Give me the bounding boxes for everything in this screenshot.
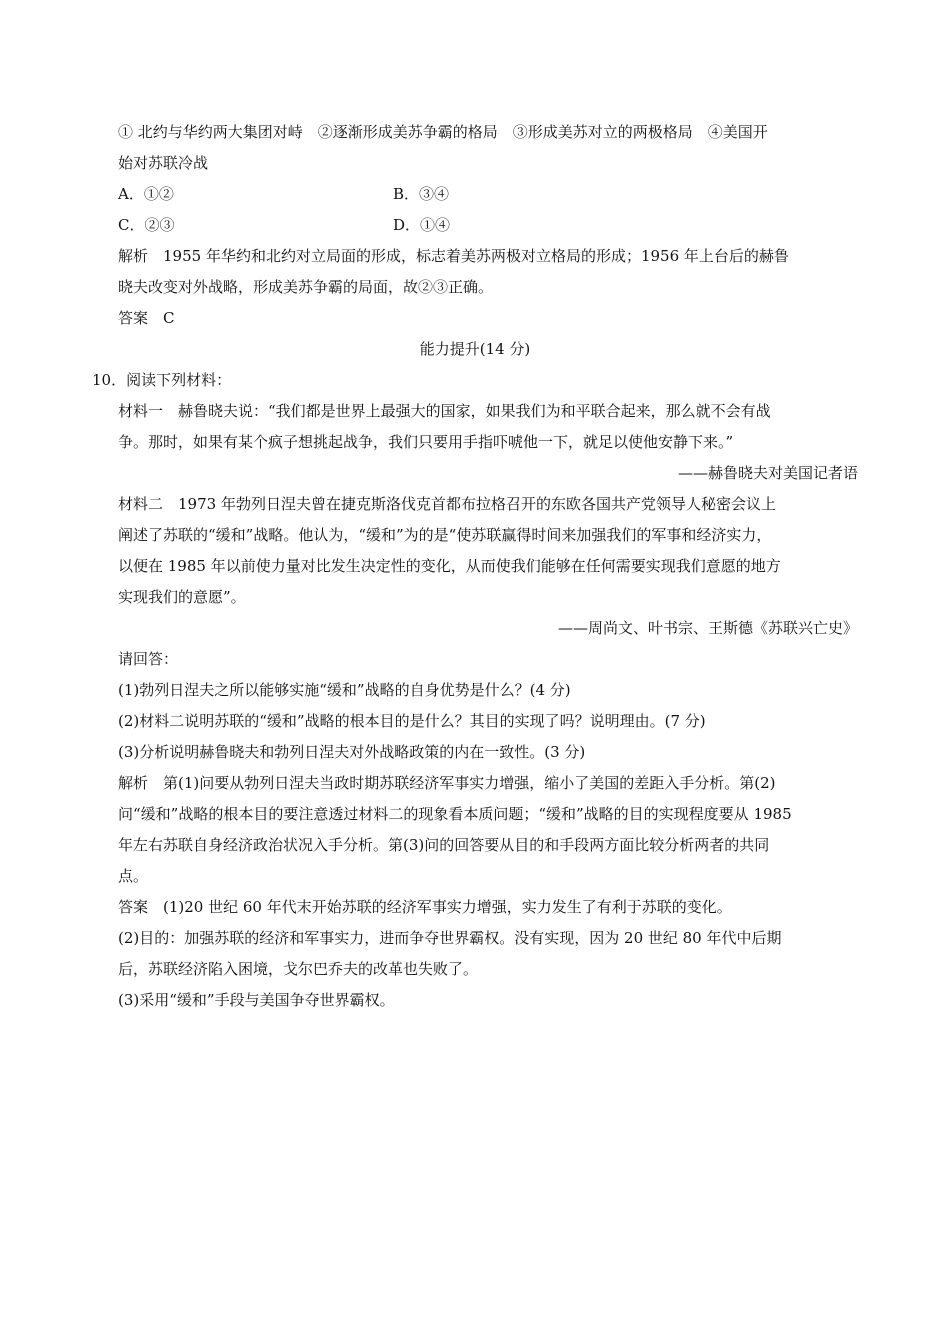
section-title: 能力提升(14 分) [419,340,531,358]
q10-answer-line-1: 答案 (1)20 世纪 60 年代末开始苏联的经济军事实力增强，实力发生了有利于苏联的变化。 [118,898,732,916]
q10-material2-line-1: 材料二 1973 年勃列日涅夫曾在捷克斯洛伐克首都布拉格召开的东欧各国共产党领导人秘密会议上 [118,495,776,513]
q10-material2-source: ——周尚文、叶书宗、王斯德《苏联兴亡史》 [557,619,858,637]
q10-answer-line-3: 后，苏联经济陷入困境，戈尔巴乔夫的改革也失败了。 [118,960,479,978]
q10-answer-line-4: (3)采用“缓和”手段与美国争夺世界霸权。 [118,991,395,1009]
q9-option-a: A．①② [118,185,174,203]
q10-prompt: 请回答： [118,650,179,668]
q10-material1-source: ——赫鲁晓夫对美国记者语 [677,464,858,482]
q9-analysis-line-2: 晓夫改变对外战略，形成美苏争霸的局面，故②③正确。 [118,278,494,296]
q10-analysis-line-1: 解析 第(1)问要从勃列日涅夫当政时期苏联经济军事实力增强，缩小了美国的差距入手分析。第(2) [118,774,776,792]
q9-answer: 答案 C [118,309,175,327]
q9-option-c: C．②③ [118,216,175,234]
q9-analysis-line-1: 解析 1955 年华约和北约对立局面的形成，标志着美苏两极对立格局的形成；1956 年上台后的赫鲁 [118,247,789,265]
q10-material1-line-2: 争。那时，如果有某个疯子想挑起战争，我们只要用手指吓唬他一下，就足以使他安静下来。” [118,433,734,451]
q10-answer-line-2: (2)目的：加强苏联的经济和军事实力，进而争夺世界霸权。没有实现，因为 20 世纪 80 年代中后期 [118,929,782,947]
q10-sub-question-2: (2)材料二说明苏联的“缓和”战略的根本目的是什么？其目的实现了吗？说明理由。(7 分) [118,712,706,730]
q9-option-b: B．③④ [393,185,450,203]
q10-material2-line-4: 实现我们的意愿”。 [118,588,246,606]
q10-analysis-line-2: 问“缓和”战略的根本目的要注意透过材料二的现象看本质问题；“缓和”战略的目的实现程度要从 1985 [118,805,792,823]
q10-material1-line-1: 材料一 赫鲁晓夫说：“我们都是世界上最强大的国家，如果我们为和平联合起来，那么就不会有战 [118,402,771,420]
q10-number-line: 10．阅读下列材料： [92,371,232,389]
q10-sub-question-1: (1)勃列日涅夫之所以能够实施“缓和”战略的自身优势是什么？(4 分) [118,681,571,699]
q10-sub-question-3: (3)分析说明赫鲁晓夫和勃列日涅夫对外战略政策的内在一致性。(3 分) [118,743,586,761]
q10-material2-line-2: 阐述了苏联的“缓和”战略。他认为，“缓和”为的是“使苏联赢得时间来加强我们的军事和经济实力， [118,526,772,544]
q10-analysis-line-3: 年左右苏联自身经济政治状况入手分析。第(3)问的回答要从目的和手段两方面比较分析两者的共同 [118,836,770,854]
q9-stem-line-1: ① 北约与华约两大集团对峙 ②逐渐形成美苏争霸的格局 ③形成美苏对立的两极格局 ④美国开 [118,123,768,141]
q9-stem-line-2: 始对苏联冷战 [118,154,209,172]
q9-option-d: D．①④ [393,216,451,234]
q10-analysis-line-4: 点。 [118,867,149,885]
q10-material2-line-3: 以便在 1985 年以前使力量对比发生决定性的变化，从而使我们能够在任何需要实现我们意愿的地方 [118,557,781,575]
